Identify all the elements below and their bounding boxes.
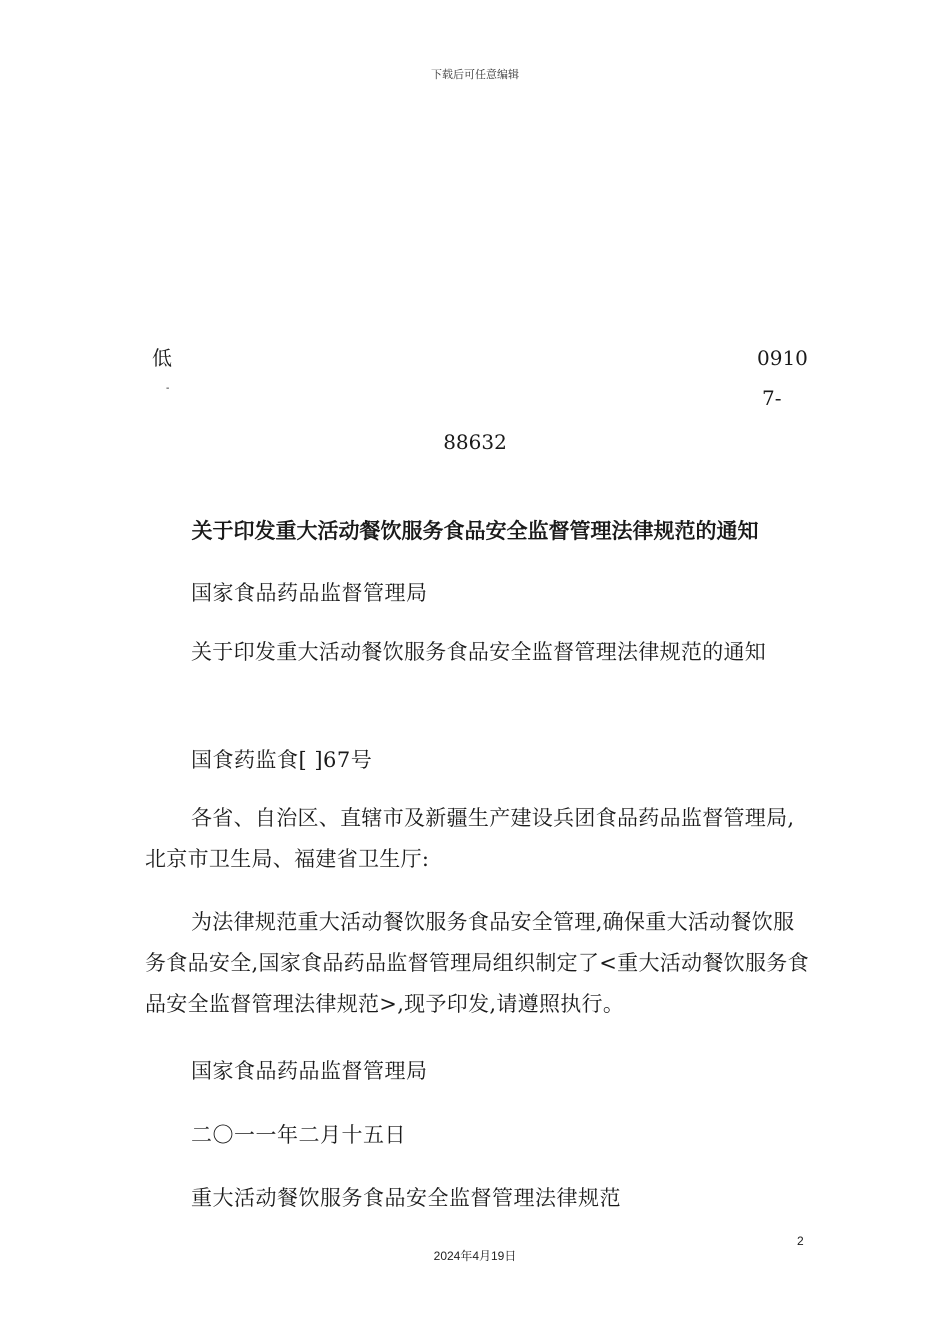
notice-title-paragraph: 关于印发重大活动餐饮服务食品安全监督管理法律规范的通知 bbox=[191, 640, 767, 664]
fragment-right-bottom: 7- bbox=[762, 386, 782, 410]
issuer-line: 国家食品药品监督管理局 bbox=[191, 581, 428, 605]
document-title: 关于印发重大活动餐饮服务食品安全监督管理法律规范的通知 bbox=[191, 519, 759, 543]
attachment-title: 重大活动餐饮服务食品安全监督管理法律规范 bbox=[191, 1186, 621, 1210]
recipients-paragraph: 各省、自治区、直辖市及新疆生产建设兵团食品药品监督管理局,北京市卫生局、福建省卫生厅: bbox=[145, 806, 795, 871]
body-paragraph: 为法律规范重大活动餐饮服务食品安全管理,确保重大活动餐饮服务食品安全,国家食品药品监督管理局组织制定了<重大活动餐饮服务食品安全监督管理法律规范>,现予印发,请遵照执行。 bbox=[145, 910, 809, 1016]
fragment-right-top: 0910 bbox=[757, 346, 808, 370]
document-number: 国食药监食[ ]67号 bbox=[191, 748, 373, 772]
fragment-center-number: 88632 bbox=[443, 430, 507, 454]
signature-organization: 国家食品药品监督管理局 bbox=[191, 1059, 428, 1083]
signature-date: 二〇一一年二月十五日 bbox=[191, 1123, 406, 1147]
fragment-left-top: 低 bbox=[152, 346, 172, 370]
fragment-left-bottom: - bbox=[166, 383, 170, 394]
footer-date: 2024年4月19日 bbox=[433, 1249, 517, 1263]
page-number: 2 bbox=[797, 1234, 804, 1248]
page-header-note: 下载后可任意编辑 bbox=[431, 68, 519, 81]
